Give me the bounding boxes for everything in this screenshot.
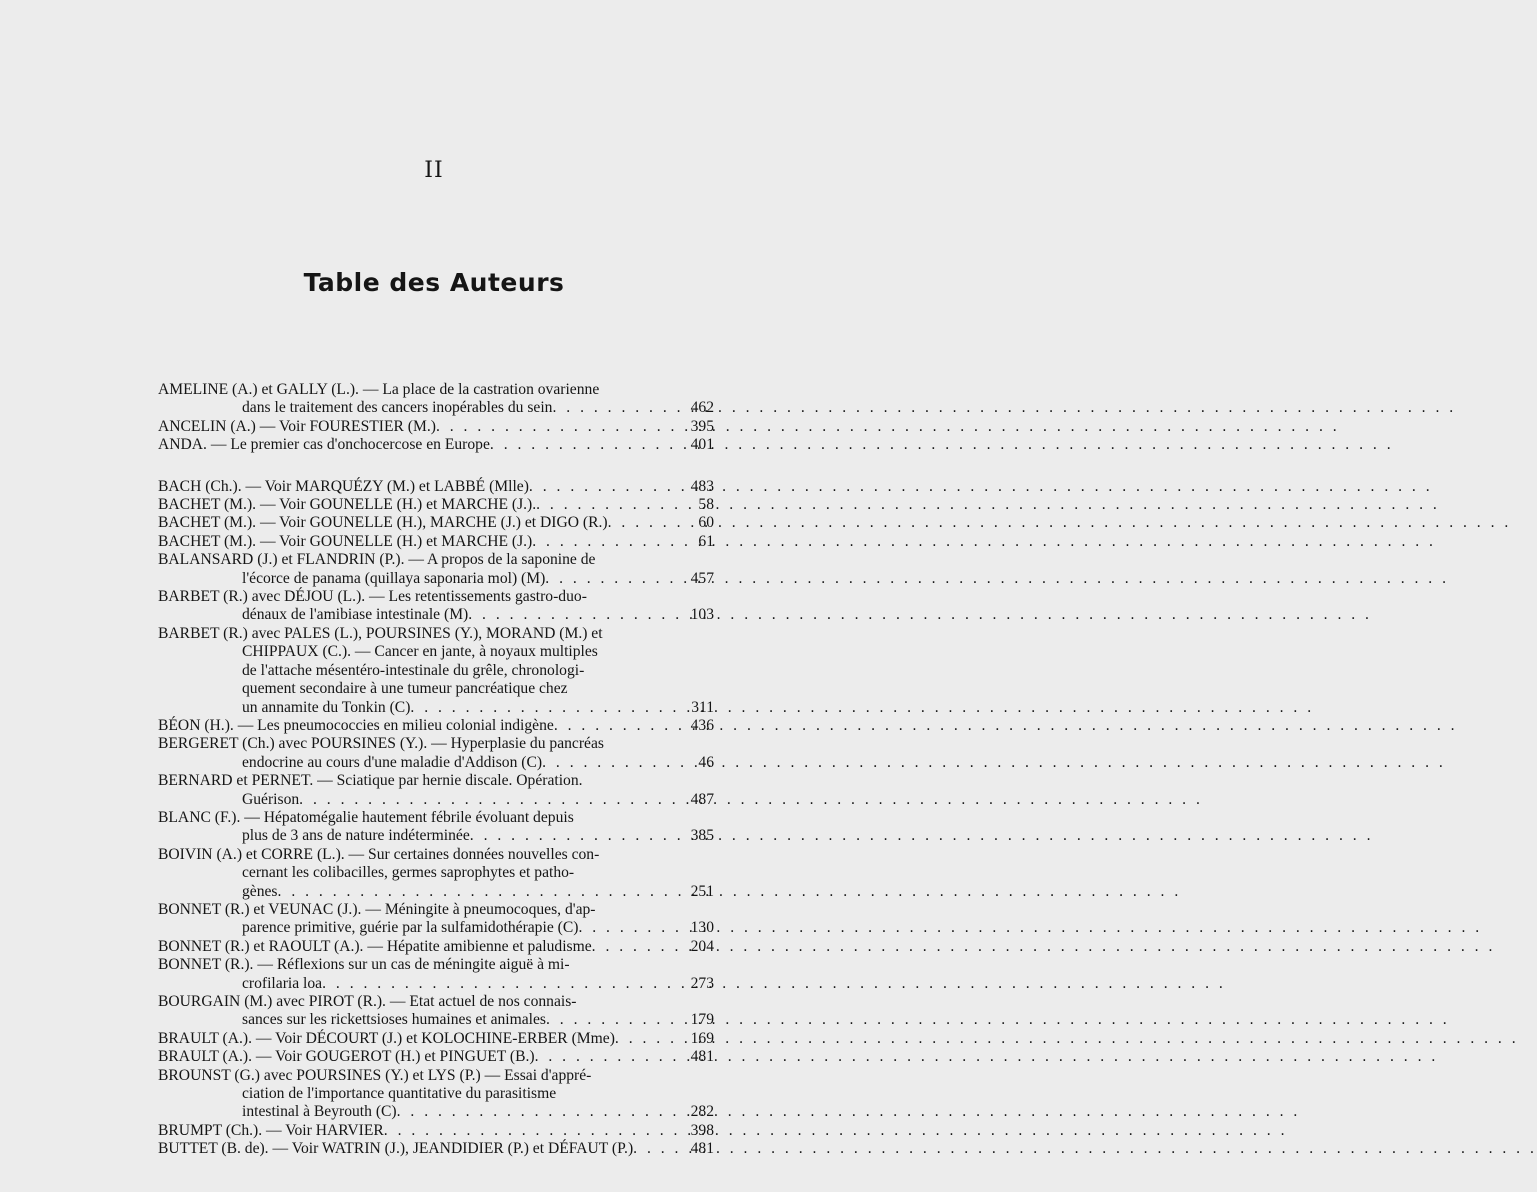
page-title: Table des Auteurs	[303, 268, 565, 297]
entry-line	[158, 551, 714, 569]
page-number: 385	[690, 827, 714, 845]
entry-text: BONNET (R.) et VEUNAC (J.). — Méningite à pneumocoques, d'ap-	[158, 900, 596, 918]
entry-line	[158, 809, 714, 827]
entry-line	[158, 496, 714, 514]
index-entry	[158, 418, 714, 436]
page-number: 481	[690, 1140, 714, 1158]
index-entry	[158, 1048, 714, 1066]
index-entry	[158, 1030, 714, 1048]
entry-continuation-line	[158, 399, 714, 417]
index-entry	[158, 588, 714, 625]
entry-continuation-line	[158, 1011, 714, 1029]
index-entry	[158, 514, 714, 532]
page-number: 103	[690, 606, 714, 624]
entry-continuation-line	[158, 1085, 714, 1103]
page-number: 483	[690, 477, 714, 495]
entry-text: intestinal à Beyrouth (C)	[242, 1103, 397, 1121]
entry-continuation-line	[158, 919, 714, 937]
entry-line	[158, 1067, 714, 1085]
index-entry	[158, 1122, 714, 1140]
index-entry	[158, 478, 714, 496]
leader-dots	[545, 570, 670, 588]
entry-text: parence primitive, guérie par la sulfamidothérapie (C)	[242, 919, 579, 937]
entry-continuation-line	[158, 1103, 714, 1121]
entry-text: l'écorce de panama (quillaya saponaria mol) (M)	[242, 569, 546, 587]
index-entry	[158, 901, 714, 938]
leader-dots	[299, 791, 670, 809]
entry-line	[158, 1048, 714, 1066]
entry-text: ANDA. — Le premier cas d'onchocercose en Europe	[158, 436, 490, 454]
entry-text: BACHET (M.). — Voir GOUNELLE (H.), MARCHE (J.) et DIGO (R.)	[158, 514, 608, 532]
entry-text: gènes	[242, 882, 278, 900]
entry-text: cernant les colibacilles, germes saprophytes et patho-	[242, 864, 575, 882]
page-number: 58	[698, 496, 714, 514]
index-entry	[158, 993, 714, 1030]
entry-text: BERGERET (Ch.) avec POURSINES (Y.). — Hyperplasie du pancréas	[158, 735, 604, 753]
entry-text: crofilaria loa	[242, 974, 323, 992]
leader-dots	[536, 496, 670, 514]
leader-dots	[592, 938, 670, 956]
leader-dots	[410, 699, 670, 717]
entry-text: BLANC (F.). — Hépatomégalie hautement fébrile évoluant depuis	[158, 808, 574, 826]
index-entry	[158, 938, 714, 956]
leader-dots	[633, 1140, 670, 1158]
index-entry	[158, 735, 714, 772]
entry-line	[158, 1122, 714, 1140]
page-number: 251	[690, 882, 714, 900]
entry-continuation-line	[158, 699, 714, 717]
index-entry	[158, 625, 714, 717]
entry-text: BRAULT (A.). — Voir DÉCOURT (J.) et KOLOCHINE-ERBER (Mme)	[158, 1029, 615, 1047]
page-number: 462	[690, 399, 714, 417]
page-number: 130	[690, 919, 714, 937]
page-number: 204	[690, 937, 714, 955]
entry-line	[158, 1030, 714, 1048]
index-entry	[158, 533, 714, 551]
page-number: 457	[690, 569, 714, 587]
leader-dots	[552, 399, 670, 417]
entry-text: BOIVIN (A.) et CORRE (L.). — Sur certaines données nouvelles con-	[158, 845, 600, 863]
leader-dots	[470, 827, 670, 845]
entry-line	[158, 735, 714, 753]
entry-text: AMELINE (A.) et GALLY (L.). — La place de la castration ovarienne	[158, 381, 600, 398]
index-entry	[158, 436, 714, 454]
page-number: 46	[698, 753, 714, 771]
entry-text: dénaux de l'amibiase intestinale (M)	[242, 606, 469, 624]
leader-dots	[532, 533, 670, 551]
entry-text: dans le traitement des cancers inopérables du sein	[242, 399, 553, 417]
leader-dots	[490, 436, 670, 454]
entry-text: Guérison	[242, 790, 300, 808]
entry-line	[158, 625, 714, 643]
page-number: 398	[690, 1121, 714, 1139]
entry-text: BOURGAIN (M.) avec PIROT (R.). — Etat actuel de nos connais-	[158, 993, 577, 1010]
page-number: 436	[690, 716, 714, 734]
leader-dots	[535, 1048, 670, 1066]
entry-line	[158, 436, 714, 454]
page-number: 282	[690, 1103, 714, 1121]
index-entry	[158, 1140, 714, 1158]
entry-continuation-line	[158, 662, 714, 680]
page-number: 487	[690, 790, 714, 808]
leader-dots	[554, 717, 670, 735]
leader-dots	[384, 1122, 670, 1140]
entry-continuation-line	[158, 883, 714, 901]
leader-dots	[608, 514, 670, 532]
entry-line	[158, 938, 714, 956]
leader-dots	[529, 478, 670, 496]
leader-dots	[436, 418, 670, 436]
entry-line	[158, 772, 714, 790]
entry-continuation-line	[158, 680, 714, 698]
page-number: 60	[698, 514, 714, 532]
entry-text: endocrine au cours d'une maladie d'Addison (C)	[242, 753, 543, 771]
entry-text: ANCELIN (A.) — Voir FOURESTIER (M.)	[158, 417, 436, 435]
section-number: II	[424, 158, 444, 183]
entry-text: BACH (Ch.). — Voir MARQUÉZY (M.) et LABBÉ (Mlle)	[158, 477, 529, 495]
entry-text: BONNET (R.). — Réflexions sur un cas de méningite aiguë à mi-	[158, 956, 570, 974]
entry-line	[158, 956, 714, 974]
entry-continuation-line	[158, 864, 714, 882]
entry-text: BACHET (M.). — Voir GOUNELLE (H.) et MARCHE (J.)	[158, 532, 533, 550]
page-number: 395	[690, 417, 714, 435]
entry-line	[158, 717, 714, 735]
page-number: 169	[690, 1029, 714, 1047]
entry-line	[158, 901, 714, 919]
page-number: 481	[690, 1048, 714, 1066]
leader-dots	[578, 919, 670, 937]
entry-text: plus de 3 ans de nature indéterminée	[242, 827, 470, 845]
leader-dots	[468, 606, 670, 624]
entry-text: BUTTET (B. de). — Voir WATRIN (J.), JEANDIDIER (P.) et DÉFAUT (P.)	[158, 1140, 634, 1158]
page-number: 61	[698, 532, 714, 550]
entry-text: BARBET (R.) avec PALES (L.), POURSINES (Y.), MORAND (M.) et	[158, 624, 603, 642]
page-number: 311	[691, 698, 714, 716]
entry-text: sances sur les rickettsioses humaines et animales	[242, 1011, 546, 1029]
entry-line	[158, 514, 714, 532]
index-entry	[158, 809, 714, 846]
leader-dots	[546, 1011, 670, 1029]
entry-line	[158, 1140, 714, 1158]
entry-text: BALANSARD (J.) et FLANDRIN (P.). — A propos de la saponine de	[158, 551, 596, 569]
entry-continuation-line	[158, 643, 714, 661]
leader-dots	[542, 754, 670, 772]
entry-text: BRAULT (A.). — Voir GOUGEROT (H.) et PINGUET (B.)	[158, 1048, 535, 1066]
index-entry	[158, 381, 714, 418]
entry-text: BONNET (R.) et RAOULT (A.). — Hépatite amibienne et paludisme	[158, 937, 592, 955]
entry-text: BACHET (M.). — Voir GOUNELLE (H.) et MARCHE (J.).	[158, 496, 537, 514]
leader-dots	[397, 1103, 670, 1121]
index-entry	[158, 846, 714, 901]
entry-continuation-line	[158, 570, 714, 588]
entry-text: BERNARD et PERNET. — Sciatique par hernie discale. Opération.	[158, 772, 583, 790]
index-entry	[158, 1067, 714, 1122]
entry-line	[158, 478, 714, 496]
entry-line	[158, 588, 714, 606]
index-entry	[158, 496, 714, 514]
entry-text: BROUNST (G.) avec POURSINES (Y.) et LYS (P.) — Essai d'appré-	[158, 1066, 592, 1084]
entry-continuation-line	[158, 975, 714, 993]
page-number: 179	[690, 1011, 714, 1029]
leader-dots	[278, 883, 670, 901]
entry-text: de l'attache mésentéro-intestinale du grêle, chronologi-	[242, 661, 585, 679]
entry-continuation-line	[158, 754, 714, 772]
entry-text: CHIPPAUX (C.). — Cancer en jante, à noyaux multiples	[242, 643, 598, 661]
entry-text: ciation de l'importance quantitative du parasitisme	[242, 1085, 557, 1103]
entry-text: un annamite du Tonkin (C)	[242, 698, 411, 716]
entry-line	[158, 846, 714, 864]
entry-line	[158, 533, 714, 551]
entry-text: BÉON (H.). — Les pneumococcies en milieu colonial indigène	[158, 716, 554, 734]
entry-line	[158, 381, 714, 399]
entry-text: quement secondaire à une tumeur pancréatique chez	[242, 680, 568, 698]
leader-dots	[322, 975, 670, 993]
index-entry	[158, 551, 714, 588]
entry-continuation-line	[158, 827, 714, 845]
entry-text: BRUMPT (Ch.). — Voir HARVIER	[158, 1121, 384, 1139]
entry-line	[158, 993, 714, 1011]
entry-text: BARBET (R.) avec DÉJOU (L.). — Les retentissements gastro-duo-	[158, 588, 587, 606]
entry-line	[158, 418, 714, 436]
page-number: 401	[690, 436, 714, 454]
index-entry	[158, 772, 714, 809]
page-number: 273	[690, 974, 714, 992]
index-entry	[158, 956, 714, 993]
leader-dots	[615, 1030, 670, 1048]
index-entry	[158, 717, 714, 735]
entry-continuation-line	[158, 791, 714, 809]
entry-continuation-line	[158, 606, 714, 624]
author-index	[158, 381, 714, 1159]
